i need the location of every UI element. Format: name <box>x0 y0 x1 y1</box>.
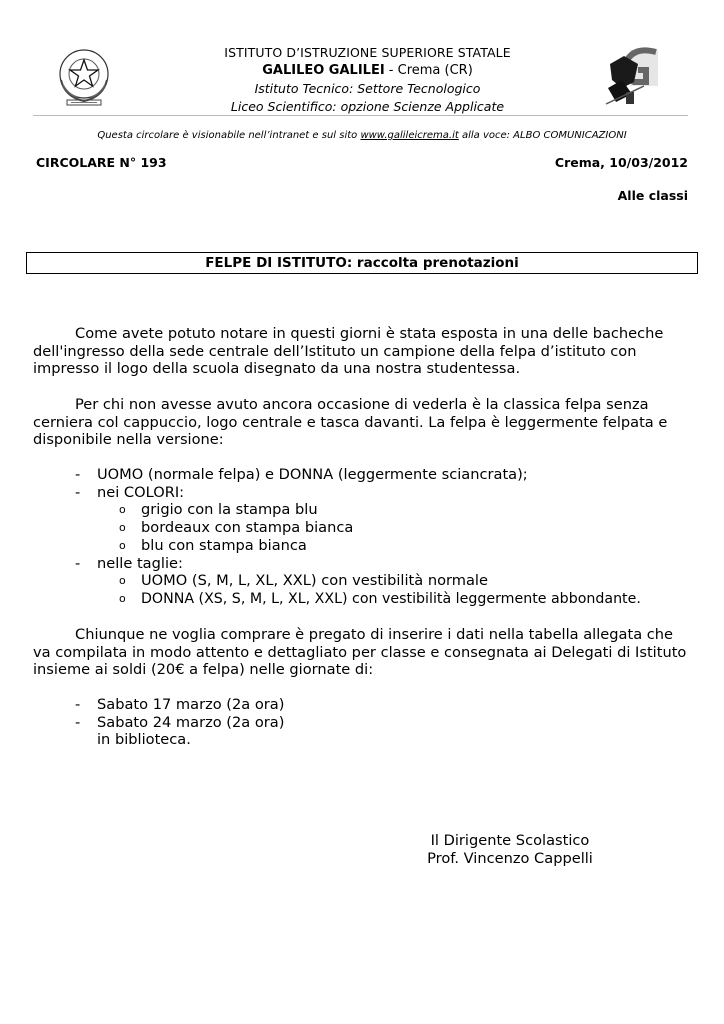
date-item: Sabato 24 marzo (2a ora) <box>97 713 285 731</box>
signature-name: Prof. Vincenzo Cappelli <box>427 849 593 867</box>
color-option: grigio con la stampa blu <box>141 501 318 519</box>
circle-bullet: o <box>119 521 126 535</box>
list-item <box>33 714 693 732</box>
list-item-text: UOMO (normale felpa) e DONNA (leggermente sciancrata); <box>97 466 528 483</box>
header-divider <box>33 115 688 116</box>
sublist-item <box>33 537 693 555</box>
website-link[interactable]: www.galileicrema.it <box>360 130 459 141</box>
location-text: in biblioteca. <box>97 731 191 749</box>
size-option: UOMO (S, M, L, XL, XXL) con vestibilità normale <box>141 572 488 590</box>
color-option: blu con stampa bianca <box>141 536 307 554</box>
sublist-item <box>33 519 693 537</box>
dates-list <box>33 696 693 749</box>
sublist-item <box>33 590 693 609</box>
document-title: FELPE DI ISTITUTO: raccolta prenotazioni <box>26 252 698 274</box>
paragraph-intro: Come avete potuto notare in questi giorni è stata esposta in una delle bacheche dell'ingresso della sede centrale dell’Istituto un campione della felpa d’istituto con impresso il logo della scuola disegnato da una nostra studentessa. <box>33 325 664 378</box>
circle-bullet: o <box>119 503 126 517</box>
circle-bullet: o <box>119 591 126 605</box>
notice-text-end: alla voce: ALBO COMUNICAZIONI <box>458 130 627 141</box>
dash-bullet: - <box>75 696 81 713</box>
circle-bullet: o <box>119 538 126 552</box>
list-item <box>33 484 693 502</box>
paragraph-instructions: Chiunque ne voglia comprare è pregato di inserire i dati nella tabella allegata che va compilata in modo attento e dettagliato per classe e consegnata ai Delegati di Istituto insieme ai soldi (20€ a felpa) nelle giornate di: <box>33 626 687 679</box>
school-name: GALILEO GALILEI <box>262 63 385 78</box>
notice-text: Questa circolare è visionabile nell’intranet e sul sito <box>97 130 361 141</box>
header-line1: ISTITUTO D’ISTRUZIONE SUPERIORE STATALE <box>224 45 511 60</box>
school-place: - Crema (CR) <box>384 63 473 78</box>
date-item: Sabato 17 marzo (2a ora) <box>97 696 285 713</box>
republic-emblem-logo <box>53 45 115 109</box>
paragraph-description: Per chi non avesse avuto ancora occasione di vederla è la classica felpa senza cerniera col cappuccio, logo centrale e tasca davanti. La felpa è leggermente felpata e disponibile nella versione: <box>33 396 668 449</box>
dash-bullet: - <box>75 483 81 501</box>
notice-line <box>0 130 724 141</box>
dash-bullet: - <box>75 554 81 572</box>
dash-bullet: - <box>75 466 81 483</box>
circle-bullet: o <box>119 574 126 588</box>
circular-number: CIRCOLARE N° 193 <box>36 155 167 170</box>
dash-bullet: - <box>75 713 81 731</box>
list-item <box>33 696 693 714</box>
school-logo <box>604 42 662 110</box>
size-option: DONNA (XS, S, M, L, XL, XXL) con vestibilità leggermente abbondante. <box>141 590 641 607</box>
school-header <box>180 44 555 116</box>
header-line3: Istituto Tecnico: Settore Tecnologico <box>254 81 481 96</box>
school-name-line <box>180 62 555 80</box>
header-line4: Liceo Scientifico: opzione Scienze Applicate <box>230 99 505 114</box>
circular-date: Crema, 10/03/2012 <box>554 155 688 170</box>
list-item <box>33 466 693 484</box>
list-item-text: nelle taglie: <box>97 554 183 572</box>
signature-role: Il Dirigente Scolastico <box>430 832 590 849</box>
list-item <box>33 555 693 573</box>
sublist-item <box>33 572 693 590</box>
signature-block <box>425 832 595 867</box>
sublist-item <box>33 501 693 519</box>
list-item-text: nei COLORI: <box>97 483 185 501</box>
recipients: Alle classi <box>617 188 688 203</box>
color-option: bordeaux con stampa bianca <box>141 519 354 537</box>
options-list <box>33 466 693 609</box>
list-item <box>33 731 693 749</box>
